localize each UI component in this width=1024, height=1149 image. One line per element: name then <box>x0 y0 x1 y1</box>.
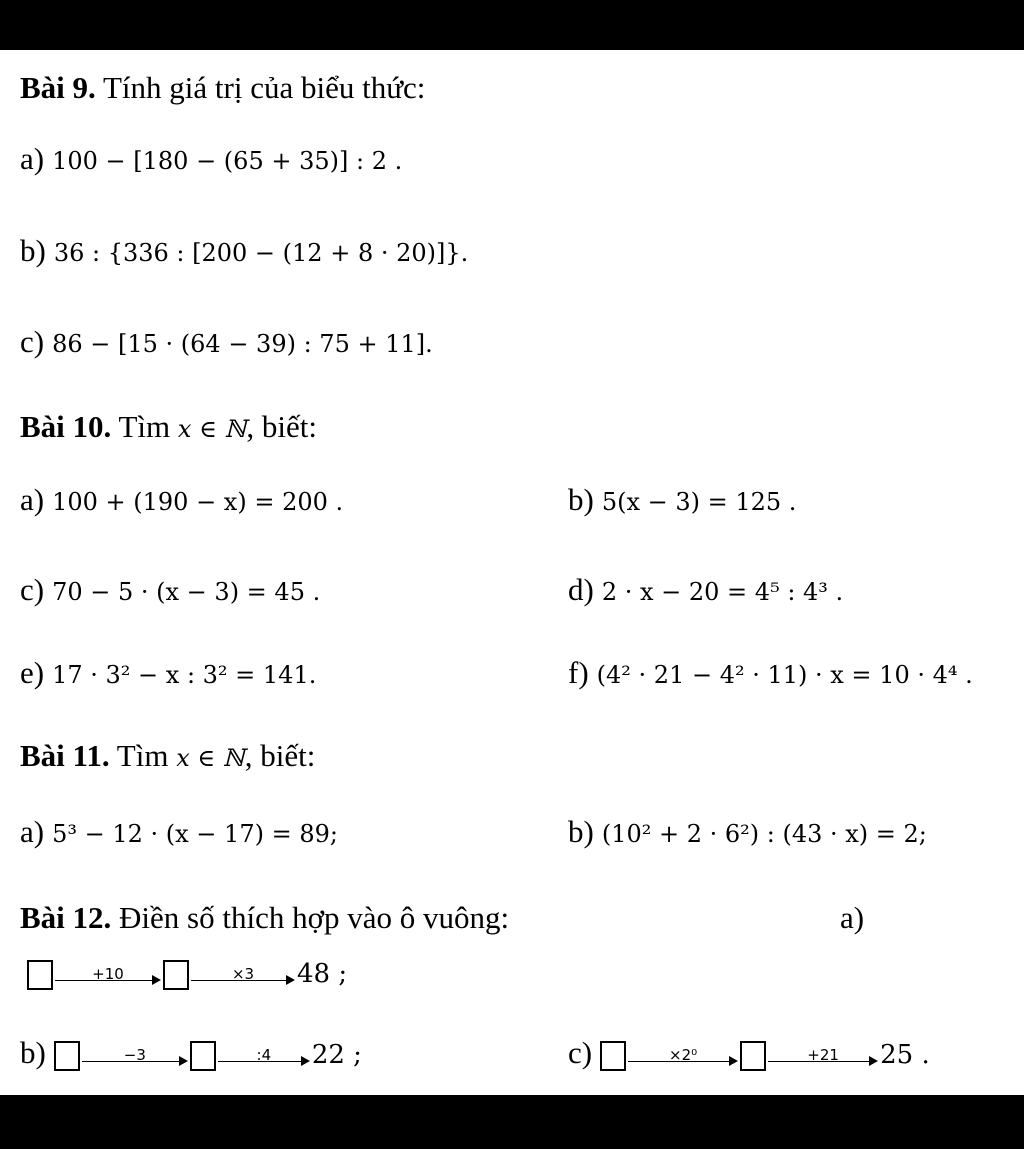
math-expression: 2 · x − 20 = 4⁵ : 4³ . <box>601 578 844 606</box>
chain-result: 48 ; <box>297 959 348 989</box>
math-expression: 86 − [15 · (64 − 39) : 75 + 11]. <box>52 330 433 358</box>
math-expression: 100 + (190 − x) = 200 . <box>52 488 344 516</box>
arrow-operation: ×2⁰ <box>669 1045 698 1064</box>
item-label: a) <box>20 814 45 849</box>
item-label: d) <box>568 572 594 607</box>
bai10-item-e <box>20 653 316 695</box>
math-expression: 70 − 5 · (x − 3) = 45 . <box>52 578 321 606</box>
item-label: b) <box>20 233 46 268</box>
bai12-chain-a <box>27 952 347 994</box>
bai10-item-b <box>568 480 796 522</box>
arrow-operation: +21 <box>807 1045 839 1064</box>
bai10-heading <box>20 407 317 449</box>
chain-result: 25 . <box>880 1040 930 1070</box>
answer-box[interactable] <box>163 960 189 990</box>
bai10-item-c <box>20 570 320 612</box>
math-expression: 5(x − 3) = 125 . <box>601 488 797 516</box>
answer-box[interactable] <box>600 1041 626 1071</box>
item-label: a) <box>20 141 45 176</box>
math-expression: (4² · 21 − 4² · 11) · x = 10 · 4⁴ . <box>596 661 973 689</box>
bai10-text-post: , biết: <box>246 409 318 444</box>
bai12-chain-b <box>20 1033 362 1075</box>
bai10-text: Tìm <box>118 409 171 444</box>
bai11-heading <box>20 736 315 778</box>
math-expression: 36 : {336 : [200 − (12 + 8 · 20)]}. <box>53 239 469 267</box>
bai12-title: Bài 12. <box>20 900 112 935</box>
arrow-icon <box>218 1041 310 1071</box>
item-label: b) <box>568 814 594 849</box>
bai11-text-post: , biết: <box>244 738 316 773</box>
bai9-title: Bài 9. <box>20 70 96 105</box>
bai11-title: Bài 11. <box>20 738 110 773</box>
bai12-heading <box>20 898 509 938</box>
bai9-heading <box>20 68 425 108</box>
arrow-operation: ×3 <box>231 964 255 983</box>
bai12-chain-c <box>568 1033 930 1075</box>
bai9-item-b <box>20 231 468 273</box>
bai9-item-a <box>20 139 402 181</box>
item-label: c) <box>20 324 45 359</box>
math-expression: 100 − [180 − (65 + 35)] : 2 . <box>52 147 403 175</box>
arrow-operation: +10 <box>92 964 124 983</box>
item-label: e) <box>20 655 45 690</box>
answer-box[interactable] <box>190 1041 216 1071</box>
bai12-text: Điền số thích hợp vào ô vuông: <box>119 900 510 935</box>
answer-box[interactable] <box>27 960 53 990</box>
bai10-item-a <box>20 480 343 522</box>
bai9-item-c <box>20 322 433 364</box>
bai10-condition: x ∈ ℕ <box>177 415 247 443</box>
bai11-text: Tìm <box>116 738 169 773</box>
arrow-icon <box>82 1041 188 1071</box>
math-expression: 5³ − 12 · (x − 17) = 89; <box>52 820 338 848</box>
bai12-part-a-label: a) <box>840 900 865 935</box>
arrow-icon <box>628 1041 738 1071</box>
arrow-operation: :4 <box>256 1045 272 1064</box>
bai11-condition: x ∈ ℕ <box>176 744 245 772</box>
bai11-item-a <box>20 812 338 854</box>
chain-result: 22 ; <box>311 1040 362 1070</box>
answer-box[interactable] <box>54 1041 80 1071</box>
arrow-icon <box>55 960 161 990</box>
math-expression: (10² + 2 · 6²) : (43 · x) = 2; <box>601 820 927 848</box>
arrow-icon <box>191 960 295 990</box>
item-label: b) <box>20 1035 46 1070</box>
arrow-operation: −3 <box>123 1045 146 1064</box>
bai10-item-f <box>568 653 973 695</box>
answer-box[interactable] <box>740 1041 766 1071</box>
item-label: f) <box>568 655 589 690</box>
math-expression: 17 · 3² − x : 3² = 141. <box>52 661 317 689</box>
bai11-item-b <box>568 812 927 854</box>
worksheet <box>0 50 1024 1095</box>
arrow-icon <box>768 1041 878 1071</box>
item-label: c) <box>20 572 45 607</box>
item-label: c) <box>568 1035 593 1070</box>
item-label: b) <box>568 482 594 517</box>
bai9-text: Tính giá trị của biểu thức: <box>103 70 426 105</box>
item-label: a) <box>20 482 45 517</box>
bai10-item-d <box>568 570 843 612</box>
bai10-title: Bài 10. <box>20 409 112 444</box>
